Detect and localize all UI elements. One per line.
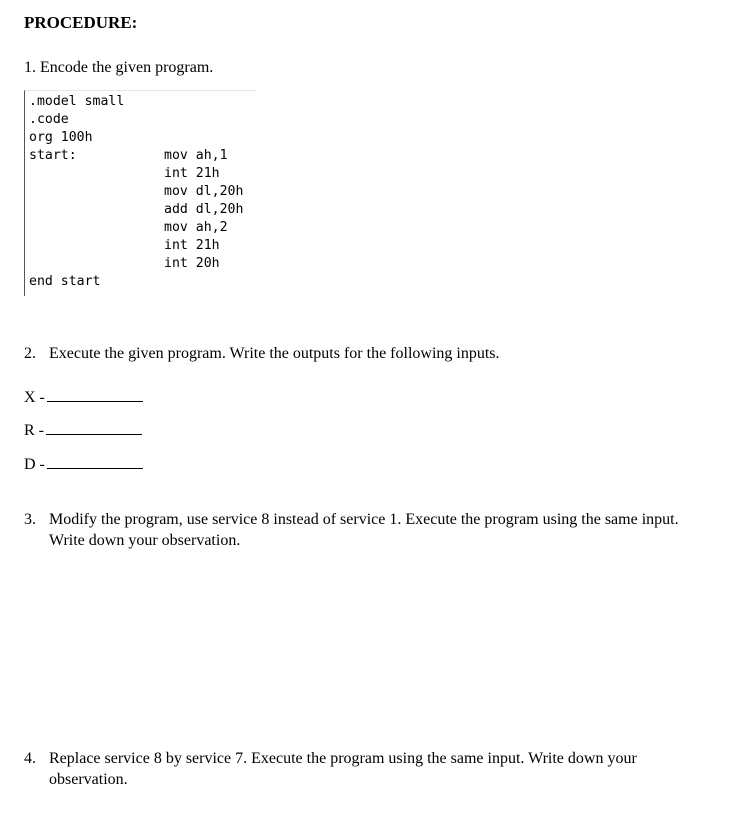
code-line-org: org 100h bbox=[29, 130, 93, 145]
answer-blank-d[interactable] bbox=[47, 454, 143, 469]
input-label-d: D - bbox=[24, 456, 45, 473]
code-listing bbox=[24, 90, 257, 296]
answer-blank-r[interactable] bbox=[46, 420, 142, 435]
step-3-text: Modify the program, use service 8 instead of service 1. Execute the program using the same input. Write down your observation. bbox=[49, 511, 679, 549]
code-instruction: mov dl,20h bbox=[164, 184, 244, 199]
code-instruction: int 20h bbox=[164, 256, 220, 271]
step-1-text: 1. Encode the given program. bbox=[24, 59, 214, 76]
input-label-r: R - bbox=[24, 422, 44, 439]
code-line-end: end start bbox=[29, 274, 101, 289]
answer-blank-x[interactable] bbox=[47, 387, 143, 402]
step-2-text: Execute the given program. Write the outputs for the following inputs. bbox=[49, 345, 500, 362]
input-row-d bbox=[24, 454, 143, 474]
step-3 bbox=[24, 509, 704, 551]
step-3-number: 3. bbox=[24, 511, 36, 528]
page-title: PROCEDURE: bbox=[24, 13, 138, 32]
step-2-number: 2. bbox=[24, 345, 36, 362]
code-instruction: int 21h bbox=[164, 166, 220, 181]
code-line-code: .code bbox=[29, 112, 69, 127]
input-label-x: X - bbox=[24, 389, 45, 406]
step-2 bbox=[24, 343, 724, 364]
code-instruction: add dl,20h bbox=[164, 202, 244, 217]
step-4 bbox=[24, 748, 704, 790]
input-row-x bbox=[24, 387, 143, 407]
step-4-number: 4. bbox=[24, 750, 36, 767]
step-4-text: Replace service 8 by service 7. Execute the program using the same input. Write down your observation. bbox=[49, 750, 637, 788]
code-instruction: mov ah,2 bbox=[164, 220, 228, 235]
code-line-model: .model small bbox=[29, 94, 125, 109]
code-instruction: mov ah,1 bbox=[164, 148, 228, 163]
input-row-r bbox=[24, 420, 142, 440]
code-line-start: start: bbox=[29, 148, 77, 163]
code-instruction: int 21h bbox=[164, 238, 220, 253]
